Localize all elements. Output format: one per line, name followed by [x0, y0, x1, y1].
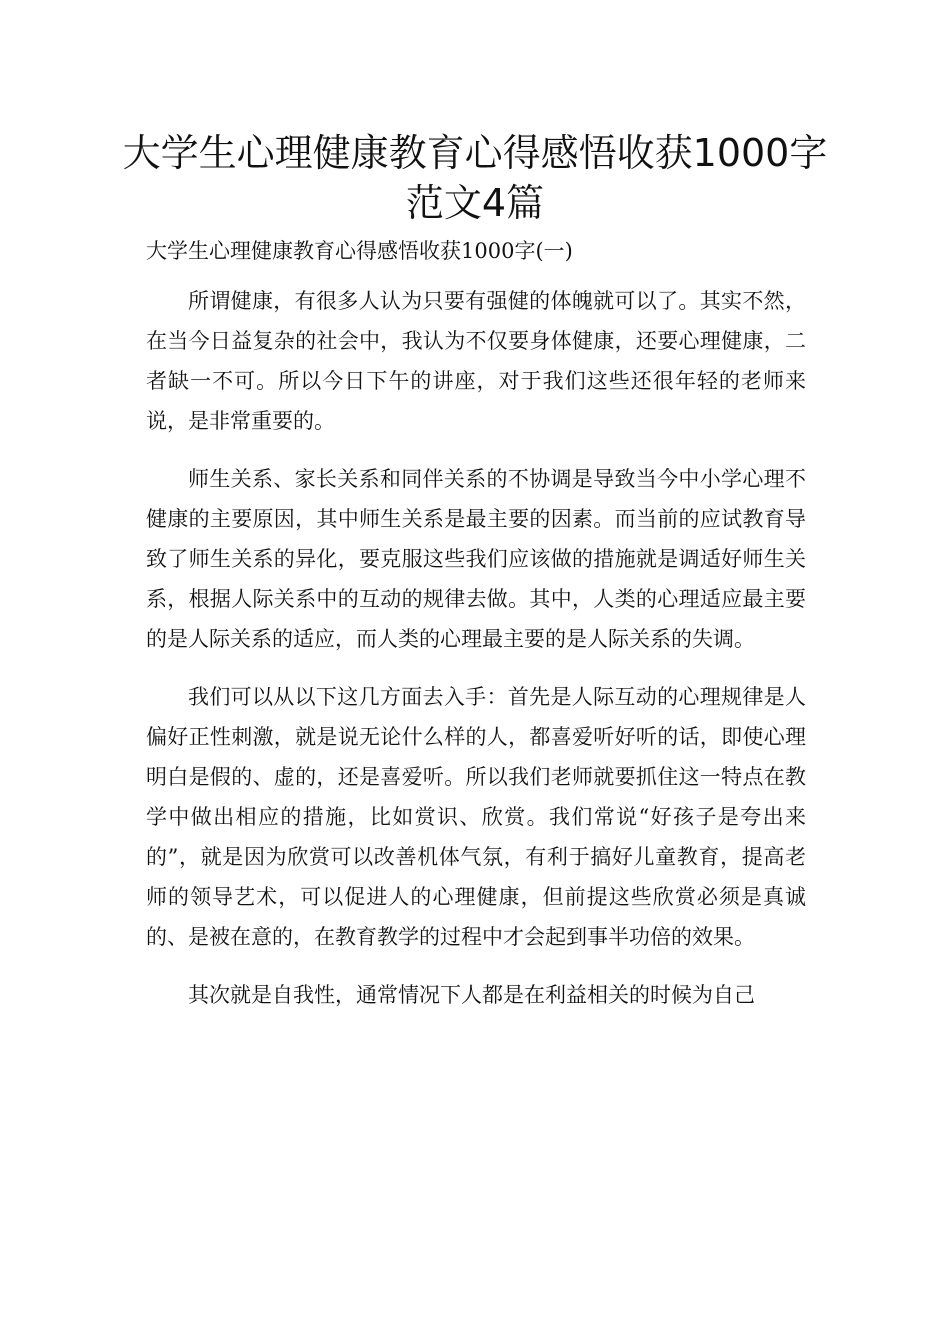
document-title: 大学生心理健康教育心得感悟收获1000字范文4篇 — [122, 131, 828, 225]
paragraph: 其次就是自我性，通常情况下人都是在利益相关的时候为自己 — [188, 983, 755, 1007]
document-body — [146, 281, 806, 1033]
section-heading: 大学生心理健康教育心得感悟收获1000字(一) — [146, 239, 573, 263]
paragraph: 师生关系、家长关系和同伴关系的不协调是导致当今中小学心理不健康的主要原因，其中师生关系是最主要的因素。而当前的应试教育导致了师生关系的异化，要克服这些我们应该做的措施就是调适好师生关系，根据人际关系中的互动的规律去做。其中，人类的心理适应最主要的是人际关系的适应，而人类的心理最主要的是人际关系的失调。 — [146, 467, 806, 651]
paragraph: 我们可以从以下这几方面去入手：首先是人际互动的心理规律是人偏好正性刺激，就是说无论什么样的人，都喜爱听好听的话，即使心理明白是假的、虚的，还是喜爱听。所以我们老师就要抓住这一特点在教学中做出相应的措施，比如赏识、欣赏。我们常说“好孩子是夸出来的”，就是因为欣赏可以改善机体气氛，有利于搞好儿童教育，提高老师的领导艺术，可以促进人的心理健康，但前提这些欣赏必须是真诚的、是被在意的，在教育教学的过程中才会起到事半功倍的效果。 — [146, 685, 806, 949]
paragraph: 所谓健康，有很多人认为只要有强健的体魄就可以了。其实不然，在当今日益复杂的社会中，我认为不仅要身体健康，还要心理健康，二者缺一不可。所以今日下午的讲座，对于我们这些还很年轻的老师来说，是非常重要的。 — [146, 289, 806, 433]
